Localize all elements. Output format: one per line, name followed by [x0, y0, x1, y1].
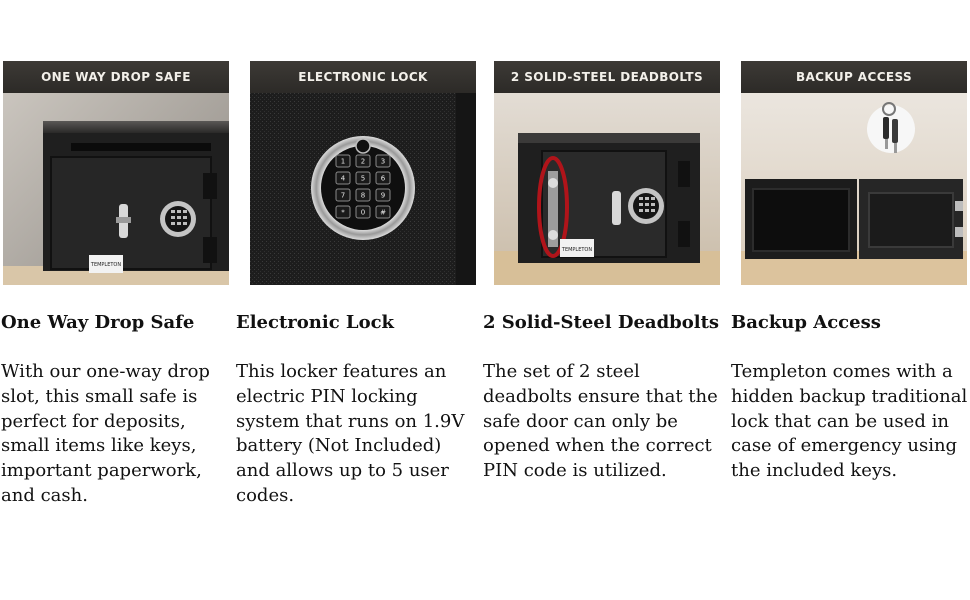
product-label-deadbolts: TEMPLETON [561, 247, 593, 253]
feature-description [731, 360, 968, 484]
banner-drop-safe: ONE WAY DROP SAFE [3, 61, 229, 93]
keypad-icon [628, 188, 664, 224]
description-line: This locker features an [236, 361, 447, 382]
feature-description [483, 360, 718, 484]
feature-title: 2 Solid-Steel Deadbolts [483, 312, 720, 333]
product-image-deadbolts [494, 61, 720, 285]
feature-backup-access [731, 311, 968, 484]
keypad-key-label: * [341, 208, 345, 217]
feature-electronic-lock [236, 311, 468, 509]
feature-drop-safe [1, 311, 233, 509]
description-line: battery (Not Included) [236, 435, 442, 457]
description-line: perfect for deposits, [1, 410, 186, 432]
keypad-key-label: 8 [360, 191, 366, 200]
description-line: safe door can only be [483, 410, 678, 432]
description-line: slot, this small safe is [1, 385, 198, 407]
description-line: codes. [236, 484, 295, 506]
keypad-key-label: 9 [380, 191, 386, 200]
backup-access-illustration [741, 61, 967, 285]
description-line: hidden backup traditional [731, 385, 968, 407]
description-line: the included keys. [731, 460, 898, 482]
banner-deadbolts: 2 SOLID-STEEL DEADBOLTS [494, 61, 720, 93]
banner-backup-access: BACKUP ACCESS [741, 61, 967, 93]
product-image-backup-access [741, 61, 967, 285]
electronic-lock-illustration [250, 61, 476, 285]
product-image-drop-safe [3, 61, 229, 285]
keypad-key-label: 2 [360, 157, 366, 166]
banner-electronic-lock: ELECTRONIC LOCK [250, 61, 476, 93]
description-line: and cash. [1, 484, 88, 506]
keypad-key-label: 5 [360, 174, 366, 183]
product-image-electronic-lock [250, 61, 476, 285]
feature-deadbolts [483, 311, 720, 484]
description-line: small items like keys, [1, 435, 197, 457]
keypad-key-label: 0 [360, 208, 366, 217]
feature-description [236, 360, 468, 509]
product-label-drop-safe: TEMPLETON [90, 262, 122, 268]
keypad-key-label: 6 [380, 174, 386, 183]
description-line: electric PIN locking [236, 385, 418, 407]
description-line: The set of 2 steel [483, 361, 640, 382]
description-line: opened when the correct [483, 435, 712, 457]
description-line: case of emergency using [731, 435, 958, 457]
description-line: With our one-way drop [1, 361, 210, 382]
deadbolts-illustration [494, 61, 720, 285]
description-line: important paperwork, [1, 460, 202, 482]
description-line: system that runs on 1.9V [236, 410, 465, 432]
keypad-key-label: 3 [380, 157, 386, 166]
description-line: and allows up to 5 user [236, 460, 449, 482]
feature-description [1, 360, 233, 509]
keypad-icon [160, 201, 196, 237]
description-line: Templeton comes with a [731, 361, 953, 382]
keypad-key-label: 1 [340, 157, 346, 166]
handle-icon [612, 191, 621, 225]
description-line: PIN code is utilized. [483, 460, 667, 482]
keypad-key-label: 7 [340, 191, 346, 200]
feature-title: Backup Access [731, 312, 881, 333]
description-line: deadbolts ensure that the [483, 385, 718, 407]
feature-title: Electronic Lock [236, 312, 395, 333]
description-line: lock that can be used in [731, 410, 949, 432]
keypad-key-label: 4 [340, 174, 346, 183]
keypad-key-label: # [380, 208, 386, 217]
feature-title: One Way Drop Safe [1, 312, 195, 333]
keypad-icon [311, 136, 415, 240]
drop-safe-illustration [3, 61, 229, 285]
